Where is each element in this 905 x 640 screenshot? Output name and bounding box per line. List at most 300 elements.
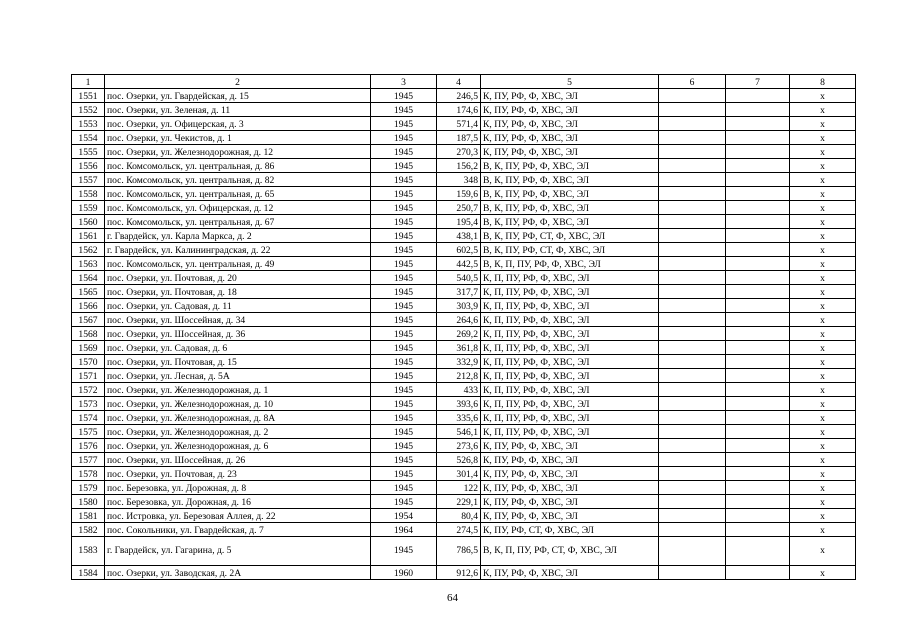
column-7-cell [726, 481, 790, 495]
area-cell: 348 [437, 173, 481, 187]
column-6-cell [659, 439, 726, 453]
table-row [72, 229, 856, 243]
mark-cell: х [790, 453, 856, 467]
row-number-cell: 1577 [72, 453, 105, 467]
address-cell: пос. Озерки, ул. Железнодорожная, д. 10 [105, 397, 371, 411]
elements-list-cell: К, ПУ, РФ, Ф, ХВС, ЭЛ [481, 89, 659, 103]
mark-cell: х [790, 341, 856, 355]
row-number-cell: 1557 [72, 173, 105, 187]
table-row [72, 187, 856, 201]
area-cell: 786,5 [437, 537, 481, 566]
elements-list-cell: К, ПУ, РФ, Ф, ХВС, ЭЛ [481, 495, 659, 509]
mark-cell: х [790, 355, 856, 369]
address-cell: пос. Озерки, ул. Почтовая, д. 15 [105, 355, 371, 369]
column-7-cell [726, 495, 790, 509]
area-cell: 526,8 [437, 453, 481, 467]
elements-list-cell: В, К, ПУ, РФ, Ф, ХВС, ЭЛ [481, 201, 659, 215]
area-cell: 442,5 [437, 257, 481, 271]
column-7-cell [726, 327, 790, 341]
table-row [72, 215, 856, 229]
column-6-cell [659, 117, 726, 131]
year-cell: 1945 [371, 201, 437, 215]
column-7-cell [726, 285, 790, 299]
area-cell: 912,6 [437, 566, 481, 580]
year-cell: 1945 [371, 131, 437, 145]
column-6-cell [659, 313, 726, 327]
table-row [72, 243, 856, 257]
area-cell: 303,9 [437, 299, 481, 313]
mark-cell: х [790, 425, 856, 439]
table-row [72, 453, 856, 467]
row-number-cell: 1571 [72, 369, 105, 383]
area-cell: 273,6 [437, 439, 481, 453]
mark-cell: х [790, 159, 856, 173]
row-number-cell: 1566 [72, 299, 105, 313]
column-6-cell [659, 453, 726, 467]
column-7-cell [726, 467, 790, 481]
year-cell: 1960 [371, 566, 437, 580]
column-6-cell [659, 243, 726, 257]
address-cell: пос. Озерки, ул. Садовая, д. 6 [105, 341, 371, 355]
column-6-cell [659, 215, 726, 229]
row-number-cell: 1563 [72, 257, 105, 271]
mark-cell: х [790, 299, 856, 313]
table-row [72, 425, 856, 439]
address-cell: пос. Комсомольск, ул. центральная, д. 65 [105, 187, 371, 201]
address-cell: пос. Озерки, ул. Чекистов, д. 1 [105, 131, 371, 145]
table-row [72, 355, 856, 369]
address-cell: пос. Комсомольск, ул. центральная, д. 67 [105, 215, 371, 229]
mark-cell: х [790, 313, 856, 327]
column-6-cell [659, 566, 726, 580]
header-cell: 8 [790, 75, 856, 89]
column-6-cell [659, 173, 726, 187]
column-7-cell [726, 355, 790, 369]
row-number-cell: 1565 [72, 285, 105, 299]
column-6-cell [659, 523, 726, 537]
address-cell: пос. Озерки, ул. Заводская, д. 2А [105, 566, 371, 580]
address-cell: пос. Комсомольск, ул. Офицерская, д. 12 [105, 201, 371, 215]
column-7-cell [726, 201, 790, 215]
page-number: 64 [447, 592, 458, 604]
row-number-cell: 1554 [72, 131, 105, 145]
year-cell: 1945 [371, 117, 437, 131]
elements-list-cell: К, ПУ, РФ, Ф, ХВС, ЭЛ [481, 103, 659, 117]
year-cell: 1945 [371, 537, 437, 566]
year-cell: 1945 [371, 313, 437, 327]
address-cell: пос. Озерки, ул. Железнодорожная, д. 1 [105, 383, 371, 397]
column-7-cell [726, 341, 790, 355]
row-number-cell: 1553 [72, 117, 105, 131]
mark-cell: х [790, 467, 856, 481]
row-number-cell: 1584 [72, 566, 105, 580]
area-cell: 122 [437, 481, 481, 495]
row-number-cell: 1579 [72, 481, 105, 495]
address-cell: пос. Озерки, ул. Железнодорожная, д. 6 [105, 439, 371, 453]
year-cell: 1945 [371, 159, 437, 173]
address-cell: пос. Березовка, ул. Дорожная, д. 16 [105, 495, 371, 509]
address-cell: г. Гвардейск, ул. Карла Маркса, д. 2 [105, 229, 371, 243]
header-cell: 7 [726, 75, 790, 89]
table-row [72, 481, 856, 495]
year-cell: 1945 [371, 271, 437, 285]
table-row [72, 341, 856, 355]
elements-list-cell: В, К, ПУ, РФ, Ф, ХВС, ЭЛ [481, 173, 659, 187]
column-7-cell [726, 131, 790, 145]
table-row [72, 566, 856, 580]
elements-list-cell: К, ПУ, РФ, Ф, ХВС, ЭЛ [481, 131, 659, 145]
row-number-cell: 1575 [72, 425, 105, 439]
table-row [72, 467, 856, 481]
row-number-cell: 1562 [72, 243, 105, 257]
area-cell: 438,1 [437, 229, 481, 243]
year-cell: 1945 [371, 299, 437, 313]
year-cell: 1945 [371, 481, 437, 495]
elements-list-cell: К, П, ПУ, РФ, Ф, ХВС, ЭЛ [481, 425, 659, 439]
mark-cell: х [790, 495, 856, 509]
year-cell: 1945 [371, 285, 437, 299]
elements-list-cell: К, П, ПУ, РФ, Ф, ХВС, ЭЛ [481, 397, 659, 411]
area-cell: 270,3 [437, 145, 481, 159]
area-cell: 433 [437, 383, 481, 397]
column-7-cell [726, 313, 790, 327]
elements-list-cell: К, П, ПУ, РФ, Ф, ХВС, ЭЛ [481, 383, 659, 397]
column-7-cell [726, 411, 790, 425]
row-number-cell: 1556 [72, 159, 105, 173]
table-row [72, 383, 856, 397]
elements-list-cell: В, К, ПУ, РФ, СТ, Ф, ХВС, ЭЛ [481, 229, 659, 243]
mark-cell: х [790, 215, 856, 229]
column-6-cell [659, 509, 726, 523]
column-7-cell [726, 523, 790, 537]
header-cell: 3 [371, 75, 437, 89]
address-cell: пос. Озерки, ул. Садовая, д. 11 [105, 299, 371, 313]
table-row [72, 271, 856, 285]
header-cell: 6 [659, 75, 726, 89]
year-cell: 1945 [371, 467, 437, 481]
mark-cell: х [790, 439, 856, 453]
row-number-cell: 1574 [72, 411, 105, 425]
column-6-cell [659, 327, 726, 341]
table-row [72, 201, 856, 215]
column-7-cell [726, 425, 790, 439]
table-row [72, 509, 856, 523]
elements-list-cell: В, К, ПУ, РФ, Ф, ХВС, ЭЛ [481, 187, 659, 201]
column-6-cell [659, 495, 726, 509]
column-7-cell [726, 243, 790, 257]
elements-list-cell: К, ПУ, РФ, Ф, ХВС, ЭЛ [481, 509, 659, 523]
row-number-cell: 1551 [72, 89, 105, 103]
header-cell: 5 [481, 75, 659, 89]
elements-list-cell: К, П, ПУ, РФ, Ф, ХВС, ЭЛ [481, 355, 659, 369]
address-cell: пос. Озерки, ул. Железнодорожная, д. 12 [105, 145, 371, 159]
address-cell: пос. Сокольники, ул. Гвардейская, д. 7 [105, 523, 371, 537]
column-6-cell [659, 271, 726, 285]
row-number-cell: 1559 [72, 201, 105, 215]
area-cell: 264,6 [437, 313, 481, 327]
column-6-cell [659, 103, 726, 117]
mark-cell: х [790, 257, 856, 271]
header-cell: 1 [72, 75, 105, 89]
address-cell: пос. Озерки, ул. Шоссейная, д. 26 [105, 453, 371, 467]
area-cell: 187,5 [437, 131, 481, 145]
column-6-cell [659, 355, 726, 369]
column-7-cell [726, 187, 790, 201]
address-cell: пос. Озерки, ул. Железнодорожная, д. 8А [105, 411, 371, 425]
column-7-cell [726, 145, 790, 159]
mark-cell: х [790, 369, 856, 383]
column-6-cell [659, 425, 726, 439]
elements-list-cell: К, П, ПУ, РФ, Ф, ХВС, ЭЛ [481, 341, 659, 355]
area-cell: 250,7 [437, 201, 481, 215]
mark-cell: х [790, 145, 856, 159]
mark-cell: х [790, 89, 856, 103]
area-cell: 546,1 [437, 425, 481, 439]
table-row [72, 89, 856, 103]
column-7-cell [726, 397, 790, 411]
elements-list-cell: В, К, П, ПУ, РФ, СТ, Ф, ХВС, ЭЛ [481, 537, 659, 566]
row-number-cell: 1578 [72, 467, 105, 481]
elements-list-cell: К, П, ПУ, РФ, Ф, ХВС, ЭЛ [481, 299, 659, 313]
year-cell: 1945 [371, 397, 437, 411]
address-cell: пос. Березовка, ул. Дорожная, д. 8 [105, 481, 371, 495]
year-cell: 1945 [371, 89, 437, 103]
column-6-cell [659, 383, 726, 397]
address-cell: г. Гвардейск, ул. Гагарина, д. 5 [105, 537, 371, 566]
mark-cell: х [790, 411, 856, 425]
area-cell: 361,8 [437, 341, 481, 355]
column-7-cell [726, 509, 790, 523]
year-cell: 1945 [371, 145, 437, 159]
column-6-cell [659, 411, 726, 425]
year-cell: 1945 [371, 369, 437, 383]
table-row [72, 537, 856, 566]
year-cell: 1945 [371, 257, 437, 271]
table-row [72, 285, 856, 299]
year-cell: 1964 [371, 523, 437, 537]
row-number-cell: 1583 [72, 537, 105, 566]
year-cell: 1945 [371, 439, 437, 453]
year-cell: 1945 [371, 103, 437, 117]
year-cell: 1945 [371, 215, 437, 229]
elements-list-cell: В, К, ПУ, РФ, Ф, ХВС, ЭЛ [481, 215, 659, 229]
year-cell: 1945 [371, 243, 437, 257]
mark-cell: х [790, 509, 856, 523]
mark-cell: х [790, 566, 856, 580]
mark-cell: х [790, 173, 856, 187]
column-7-cell [726, 299, 790, 313]
column-6-cell [659, 159, 726, 173]
address-cell: пос. Озерки, ул. Лесная, д. 5А [105, 369, 371, 383]
mark-cell: х [790, 327, 856, 341]
column-6-cell [659, 257, 726, 271]
area-cell: 174,6 [437, 103, 481, 117]
area-cell: 571,4 [437, 117, 481, 131]
table-row [72, 103, 856, 117]
column-6-cell [659, 467, 726, 481]
mark-cell: х [790, 383, 856, 397]
row-number-cell: 1576 [72, 439, 105, 453]
table-row [72, 159, 856, 173]
area-cell: 229,1 [437, 495, 481, 509]
column-6-cell [659, 481, 726, 495]
column-7-cell [726, 383, 790, 397]
mark-cell: х [790, 271, 856, 285]
column-6-cell [659, 285, 726, 299]
column-7-cell [726, 453, 790, 467]
row-number-cell: 1573 [72, 397, 105, 411]
elements-list-cell: К, П, ПУ, РФ, Ф, ХВС, ЭЛ [481, 271, 659, 285]
elements-list-cell: К, П, ПУ, РФ, Ф, ХВС, ЭЛ [481, 411, 659, 425]
year-cell: 1945 [371, 187, 437, 201]
year-cell: 1945 [371, 453, 437, 467]
year-cell: 1945 [371, 341, 437, 355]
elements-list-cell: В, К, П, ПУ, РФ, Ф, ХВС, ЭЛ [481, 257, 659, 271]
table-row [72, 327, 856, 341]
year-cell: 1945 [371, 355, 437, 369]
area-cell: 195,4 [437, 215, 481, 229]
column-6-cell [659, 537, 726, 566]
year-cell: 1945 [371, 411, 437, 425]
elements-list-cell: К, П, ПУ, РФ, Ф, ХВС, ЭЛ [481, 369, 659, 383]
table-row [72, 523, 856, 537]
mark-cell: х [790, 397, 856, 411]
column-7-cell [726, 173, 790, 187]
mark-cell: х [790, 117, 856, 131]
header-cell: 4 [437, 75, 481, 89]
address-cell: пос. Комсомольск, ул. центральная, д. 82 [105, 173, 371, 187]
year-cell: 1954 [371, 509, 437, 523]
area-cell: 269,2 [437, 327, 481, 341]
row-number-cell: 1564 [72, 271, 105, 285]
table-row [72, 411, 856, 425]
area-cell: 393,6 [437, 397, 481, 411]
table-row [72, 439, 856, 453]
column-7-cell [726, 229, 790, 243]
column-6-cell [659, 201, 726, 215]
area-cell: 80,4 [437, 509, 481, 523]
row-number-cell: 1582 [72, 523, 105, 537]
address-cell: пос. Озерки, ул. Шоссейная, д. 34 [105, 313, 371, 327]
mark-cell: х [790, 103, 856, 117]
table-row [72, 397, 856, 411]
table-row [72, 369, 856, 383]
column-7-cell [726, 439, 790, 453]
elements-list-cell: К, П, ПУ, РФ, Ф, ХВС, ЭЛ [481, 285, 659, 299]
row-number-cell: 1580 [72, 495, 105, 509]
address-cell: пос. Истровка, ул. Березовая Аллея, д. 22 [105, 509, 371, 523]
row-number-cell: 1567 [72, 313, 105, 327]
area-cell: 540,5 [437, 271, 481, 285]
row-number-cell: 1568 [72, 327, 105, 341]
address-cell: пос. Озерки, ул. Офицерская, д. 3 [105, 117, 371, 131]
table-row [72, 299, 856, 313]
elements-list-cell: К, ПУ, РФ, Ф, ХВС, ЭЛ [481, 145, 659, 159]
mark-cell: х [790, 537, 856, 566]
address-cell: пос. Озерки, ул. Почтовая, д. 20 [105, 271, 371, 285]
column-6-cell [659, 341, 726, 355]
elements-list-cell: К, ПУ, РФ, Ф, ХВС, ЭЛ [481, 481, 659, 495]
elements-list-cell: В, К, ПУ, РФ, СТ, Ф, ХВС, ЭЛ [481, 243, 659, 257]
column-7-cell [726, 89, 790, 103]
column-7-cell [726, 566, 790, 580]
mark-cell: х [790, 481, 856, 495]
row-number-cell: 1569 [72, 341, 105, 355]
column-7-cell [726, 537, 790, 566]
area-cell: 274,5 [437, 523, 481, 537]
column-7-cell [726, 117, 790, 131]
area-cell: 159,6 [437, 187, 481, 201]
table-row [72, 173, 856, 187]
row-number-cell: 1570 [72, 355, 105, 369]
column-6-cell [659, 299, 726, 313]
elements-list-cell: К, П, ПУ, РФ, Ф, ХВС, ЭЛ [481, 327, 659, 341]
table-row [72, 313, 856, 327]
year-cell: 1945 [371, 425, 437, 439]
address-cell: пос. Озерки, ул. Гвардейская, д. 15 [105, 89, 371, 103]
address-cell: пос. Комсомольск, ул. центральная, д. 86 [105, 159, 371, 173]
area-cell: 317,7 [437, 285, 481, 299]
column-7-cell [726, 257, 790, 271]
year-cell: 1945 [371, 495, 437, 509]
column-7-cell [726, 271, 790, 285]
area-cell: 332,9 [437, 355, 481, 369]
area-cell: 212,8 [437, 369, 481, 383]
address-cell: пос. Озерки, ул. Почтовая, д. 18 [105, 285, 371, 299]
area-cell: 156,2 [437, 159, 481, 173]
elements-list-cell: В, К, ПУ, РФ, Ф, ХВС, ЭЛ [481, 159, 659, 173]
area-cell: 335,6 [437, 411, 481, 425]
elements-list-cell: К, ПУ, РФ, Ф, ХВС, ЭЛ [481, 439, 659, 453]
column-7-cell [726, 215, 790, 229]
address-cell: пос. Комсомольск, ул. центральная, д. 49 [105, 257, 371, 271]
mark-cell: х [790, 201, 856, 215]
table-row [72, 145, 856, 159]
column-7-cell [726, 103, 790, 117]
table-row [72, 257, 856, 271]
mark-cell: х [790, 187, 856, 201]
column-6-cell [659, 397, 726, 411]
area-cell: 602,5 [437, 243, 481, 257]
mark-cell: х [790, 285, 856, 299]
column-6-cell [659, 369, 726, 383]
year-cell: 1945 [371, 327, 437, 341]
table-row [72, 131, 856, 145]
address-cell: г. Гвардейск, ул. Калининградская, д. 22 [105, 243, 371, 257]
column-6-cell [659, 131, 726, 145]
register-table [71, 74, 856, 580]
row-number-cell: 1560 [72, 215, 105, 229]
row-number-cell: 1555 [72, 145, 105, 159]
mark-cell: х [790, 243, 856, 257]
area-cell: 301,4 [437, 467, 481, 481]
address-cell: пос. Озерки, ул. Почтовая, д. 23 [105, 467, 371, 481]
elements-list-cell: К, П, ПУ, РФ, Ф, ХВС, ЭЛ [481, 313, 659, 327]
year-cell: 1945 [371, 383, 437, 397]
column-6-cell [659, 229, 726, 243]
column-6-cell [659, 89, 726, 103]
table-row [72, 495, 856, 509]
elements-list-cell: К, ПУ, РФ, Ф, ХВС, ЭЛ [481, 453, 659, 467]
column-7-cell [726, 159, 790, 173]
column-7-cell [726, 369, 790, 383]
row-number-cell: 1581 [72, 509, 105, 523]
header-row [72, 75, 856, 89]
row-number-cell: 1558 [72, 187, 105, 201]
row-number-cell: 1572 [72, 383, 105, 397]
elements-list-cell: К, ПУ, РФ, Ф, ХВС, ЭЛ [481, 467, 659, 481]
column-6-cell [659, 145, 726, 159]
